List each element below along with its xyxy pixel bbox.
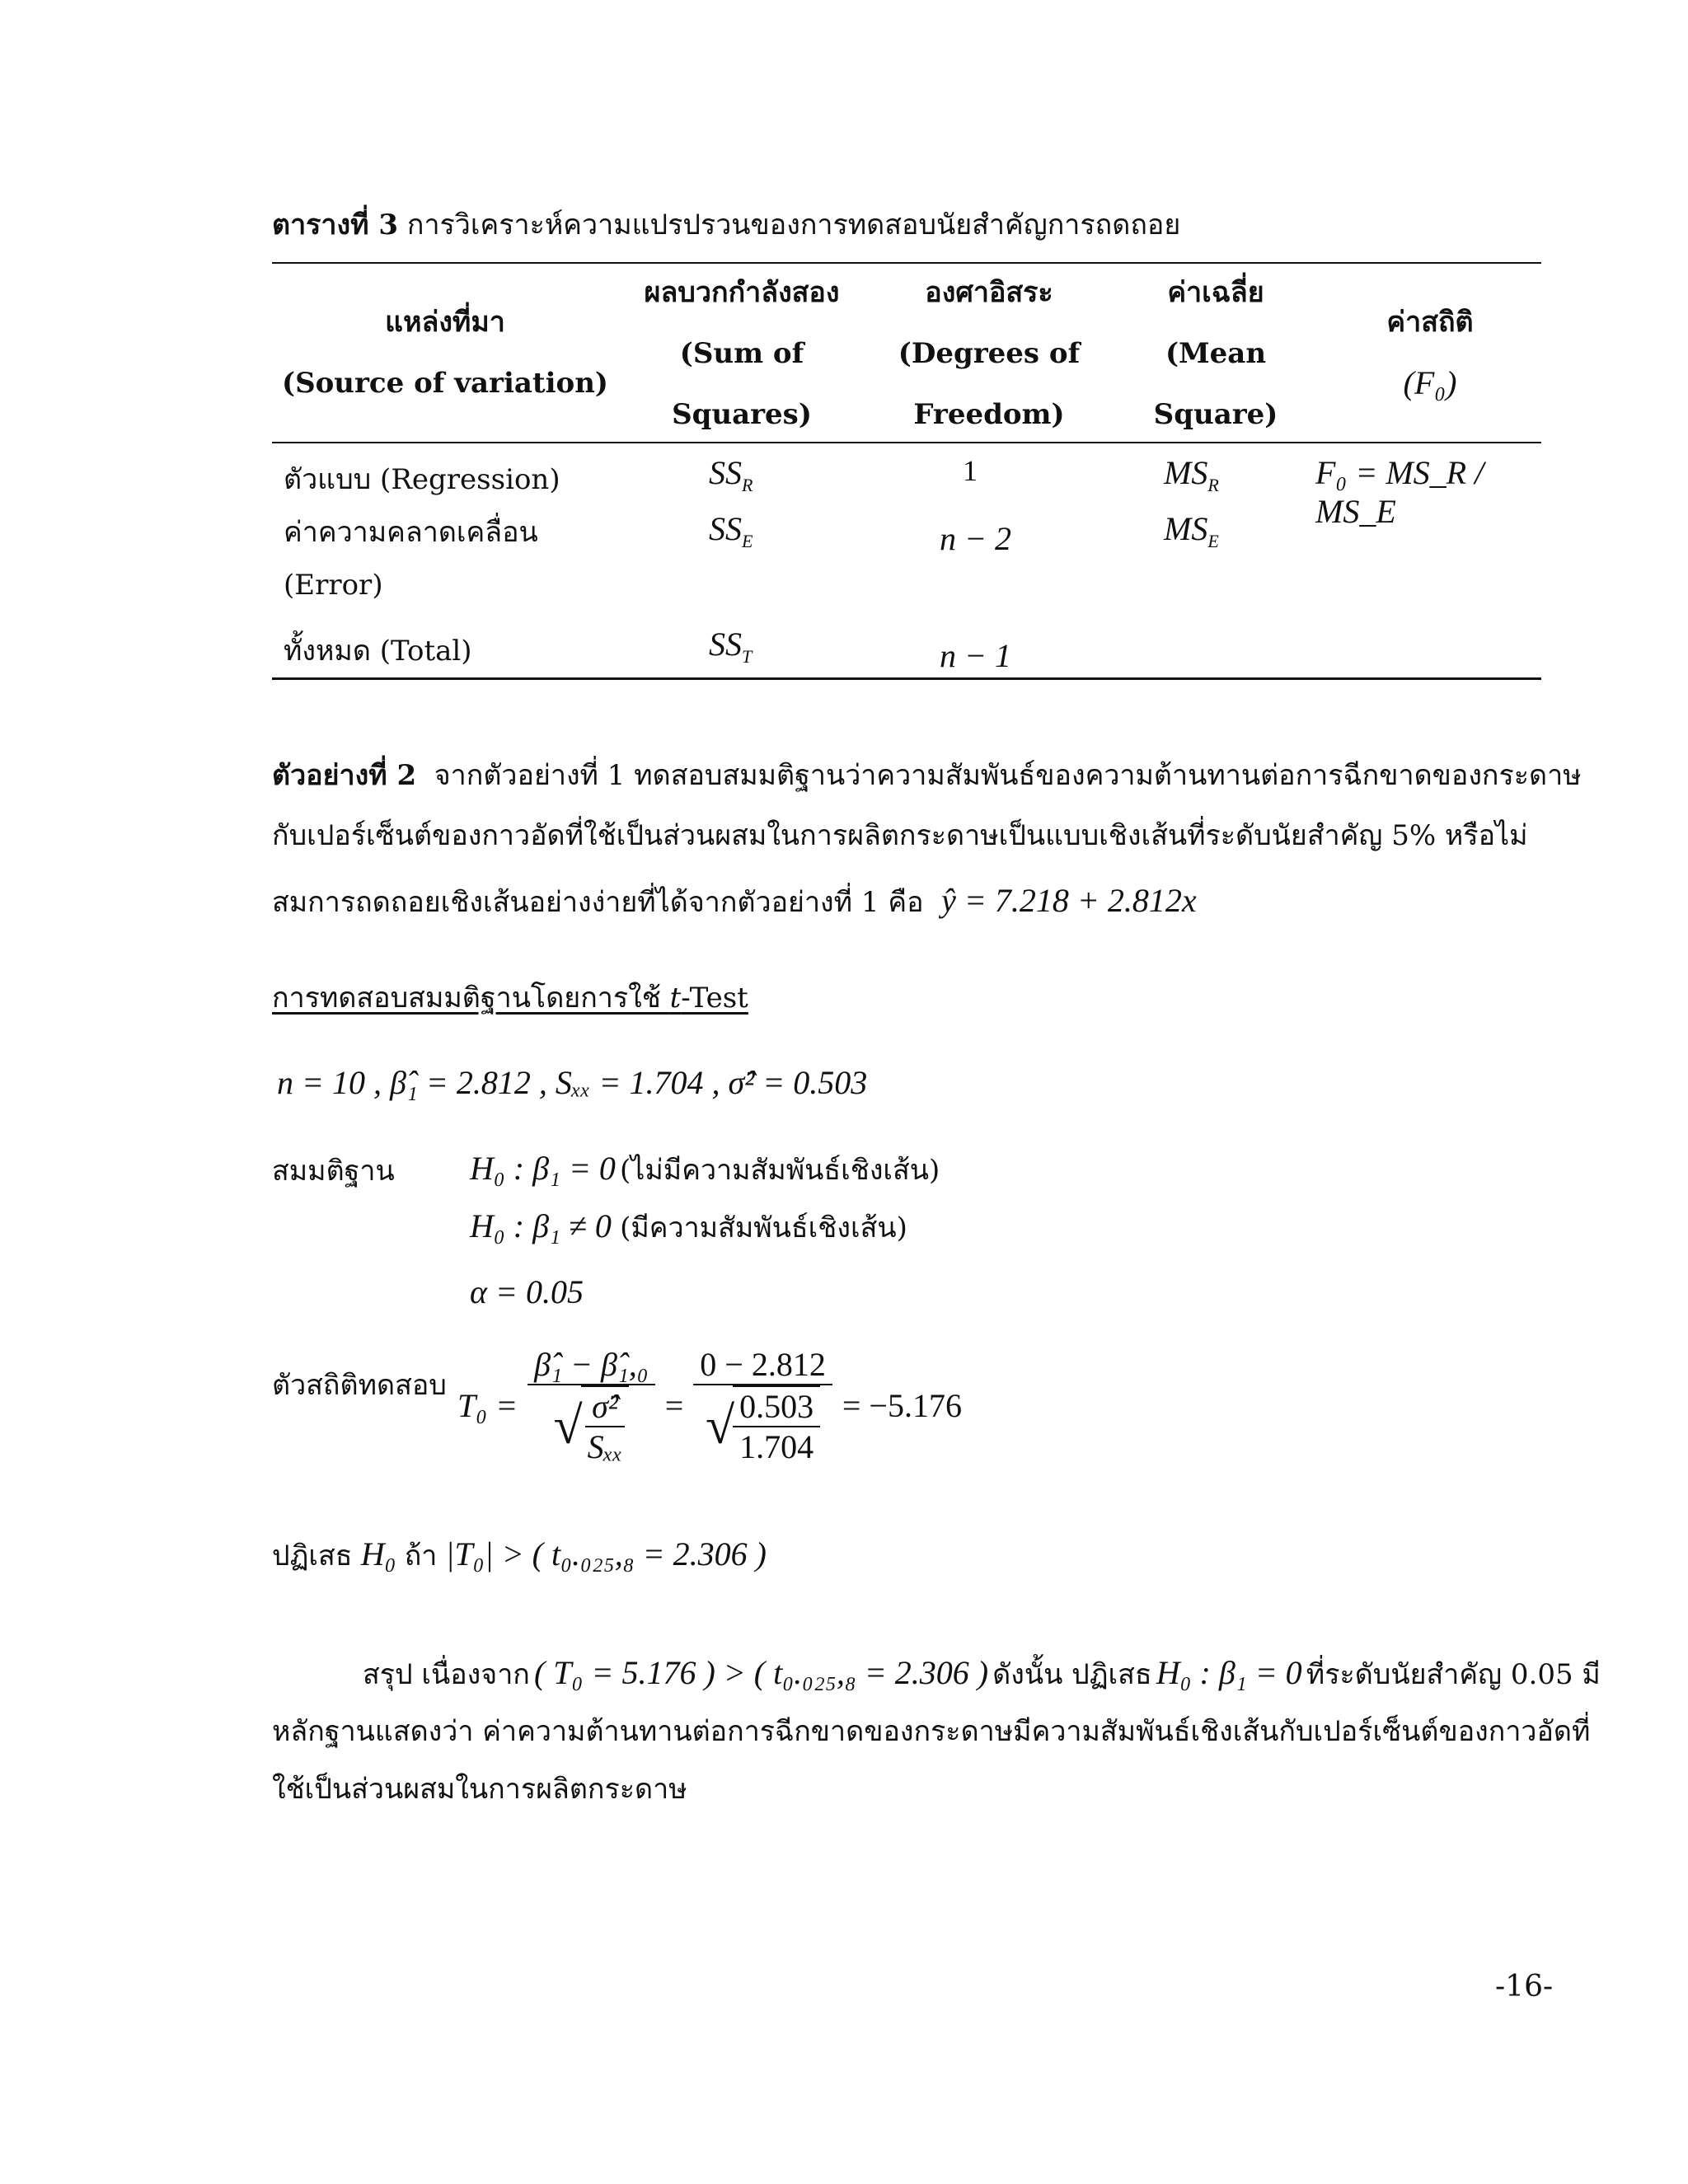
- ss-symbol: SS: [709, 510, 742, 547]
- reject-text: ปฏิเสธ: [272, 1540, 353, 1572]
- header-ms-en1: (Mean: [1165, 337, 1267, 370]
- conclusion-post: ที่ระดับนัยสำคัญ 0.05 มี: [1306, 1658, 1601, 1691]
- hypothesis-alternative: [470, 1207, 907, 1246]
- header-ms-th: ค่าเฉลี่ย: [1167, 276, 1264, 309]
- example-line-3-text: สมการถดถอยเชิงเส้นอย่างง่ายที่ได้จากตัวอย่างที่ 1 คือ: [272, 886, 924, 919]
- ss-symbol: SS: [709, 454, 742, 491]
- value-numerator: 0 − 2.812: [693, 1345, 832, 1385]
- ttest-heading: [272, 981, 748, 1016]
- header-mean-square: [1113, 262, 1319, 445]
- example-label: ตัวอย่างที่ 2: [272, 759, 417, 792]
- ttest-heading-post: -Test: [681, 982, 748, 1015]
- header-source-th: แหล่งที่มา: [385, 306, 505, 339]
- header-df-en1: (Degrees of: [898, 337, 1081, 370]
- header-f-th: ค่าสถิติ: [1386, 306, 1474, 339]
- hypothesis-null: [470, 1149, 940, 1188]
- row-regression-df: 1: [963, 454, 978, 487]
- stat-numerator: β̂₁ − β̂₁,₀: [528, 1345, 655, 1385]
- stat-denominator: [547, 1385, 636, 1466]
- header-sum-of-squares: [618, 262, 865, 445]
- ms-subscript: R: [1207, 475, 1219, 495]
- header-degrees-of-freedom: [865, 262, 1113, 445]
- h0-math: H₀ : β₁ = 0: [470, 1150, 616, 1187]
- value-fraction: [693, 1345, 832, 1466]
- row-total-df: n − 1: [940, 637, 1011, 674]
- header-ss-en1: (Sum of: [679, 337, 804, 370]
- table-caption: [272, 208, 1180, 243]
- header-ms-en2: Square): [1153, 398, 1278, 431]
- stat-inner-den: Sₓₓ: [587, 1428, 623, 1465]
- reject-h0: H₀: [360, 1535, 396, 1572]
- stat-inner-num: σ̂²: [585, 1387, 625, 1427]
- conclusion-mid: ดังนั้น ปฏิเสธ: [992, 1658, 1152, 1691]
- page-number: -16-: [1495, 1970, 1554, 2004]
- value-inner-num: 0.503: [733, 1387, 820, 1427]
- table-caption-text: การวิเคราะห์ความแปรปรวนของการทดสอบนัยสำคัญการถดถอย: [398, 209, 1181, 241]
- header-source: [272, 292, 618, 414]
- alpha-level: α = 0.05: [470, 1273, 584, 1310]
- regression-equation: ŷ = 7.218 + 2.812x: [941, 882, 1197, 919]
- row-regression-source: ตัวแบบ (Regression): [284, 463, 560, 496]
- header-f-symbol: (F₀): [1403, 364, 1457, 401]
- hypothesis-label: สมมติฐาน: [272, 1155, 395, 1188]
- row-regression-ss: [709, 453, 753, 496]
- h1-note: (มีความสัมพันธ์เชิงเส้น): [620, 1212, 907, 1244]
- stat-inner-fraction: [581, 1385, 630, 1466]
- example-line-3: [272, 880, 1197, 921]
- rejection-rule: [272, 1535, 767, 1574]
- value-inner-den: 1.704: [739, 1428, 814, 1465]
- stat-equals: =: [664, 1387, 684, 1424]
- conclusion-math2: H₀ : β₁ = 0: [1156, 1654, 1302, 1691]
- conclusion-line-2: หลักฐานแสดงว่า ค่าความต้านทานต่อการฉีกขาดของกระดาษมีความสัมพันธ์เชิงเส้นกับเปอร์เซ็นต์ของกาวอัดที่: [272, 1715, 1591, 1748]
- stat-result: = −5.176: [842, 1387, 962, 1424]
- sqrt-sign: √: [553, 1396, 583, 1455]
- anova-table: [272, 262, 1541, 681]
- value-inner-fraction: [733, 1385, 820, 1466]
- header-ss-th: ผลบวกกำลังสอง: [644, 276, 840, 309]
- row-total-ss: [709, 625, 752, 668]
- ttest-heading-t: t: [669, 982, 682, 1015]
- ms-symbol: MS: [1164, 510, 1208, 547]
- header-df-en2: Freedom): [913, 398, 1065, 431]
- ss-subscript: R: [742, 475, 753, 495]
- header-source-en: (Source of variation): [281, 367, 608, 400]
- given-values: n = 10 , β̂₁ = 2.812 , Sₓₓ = 1.704 , σ̂² = 0.503: [277, 1064, 868, 1101]
- ss-subscript: E: [742, 531, 753, 551]
- ms-symbol: MS: [1164, 454, 1208, 491]
- row-error-source: ค่าความคลาดเคลื่อน: [284, 516, 538, 549]
- example-line-1-text: จากตัวอย่างที่ 1 ทดสอบสมมติฐานว่าความสัมพันธ์ของความต้านทานต่อการฉีกขาดของกระดาษ: [434, 759, 1582, 792]
- header-ss-en2: Squares): [672, 398, 812, 431]
- test-statistic-formula: [457, 1345, 962, 1466]
- conclusion-line-3: ใช้เป็นส่วนผสมในการผลิตกระดาษ: [272, 1773, 687, 1806]
- header-df-th: องศาอิสระ: [925, 276, 1053, 309]
- value-denominator: [699, 1385, 827, 1466]
- stat-fraction: [528, 1345, 655, 1466]
- row-total-source: ทั้งหมด (Total): [284, 635, 472, 668]
- ss-subscript: T: [742, 646, 753, 667]
- row-error-ss: [709, 509, 753, 552]
- example-line-1: [272, 758, 1582, 794]
- header-f-statistic: [1319, 292, 1541, 414]
- reject-if: ถ้า: [404, 1540, 438, 1572]
- reject-condition: |T₀| > ( t₀.₀₂₅,₈ = 2.306 ): [445, 1535, 767, 1572]
- h0-note: (ไม่มีความสัมพันธ์เชิงเส้น): [620, 1154, 940, 1187]
- conclusion-pre: สรุป เนื่องจาก: [363, 1658, 530, 1691]
- h1-math: H₀ : β₁ ≠ 0: [470, 1207, 612, 1244]
- stat-lhs: T₀ =: [457, 1387, 518, 1424]
- ss-symbol: SS: [709, 626, 742, 663]
- sqrt-sign: √: [706, 1396, 735, 1455]
- row-error-df: n − 2: [940, 520, 1011, 557]
- row-error-source-en: (Error): [284, 569, 383, 602]
- conclusion-line-1: [363, 1653, 1601, 1693]
- table-bottom-rule: [272, 677, 1541, 680]
- ttest-heading-pre: การทดสอบสมมติฐานโดยการใช้: [272, 982, 670, 1015]
- ms-subscript: E: [1207, 531, 1219, 551]
- row-regression-ms: [1164, 453, 1219, 496]
- row-error-ms: [1164, 509, 1219, 552]
- table-caption-label: ตารางที่ 3: [272, 209, 399, 241]
- test-statistic-label: ตัวสถิติทดสอบ: [272, 1369, 447, 1402]
- row-regression-f: F₀ = MS_R / MS_E: [1315, 454, 1484, 530]
- conclusion-math: ( T₀ = 5.176 ) > ( t₀.₀₂₅,₈ = 2.306 ): [533, 1654, 989, 1691]
- example-line-2: กับเปอร์เซ็นต์ของกาวอัดที่ใช้เป็นส่วนผสมในการผลิตกระดาษเป็นแบบเชิงเส้นที่ระดับนัยสำคัญ 5% หรือไม่: [272, 819, 1528, 852]
